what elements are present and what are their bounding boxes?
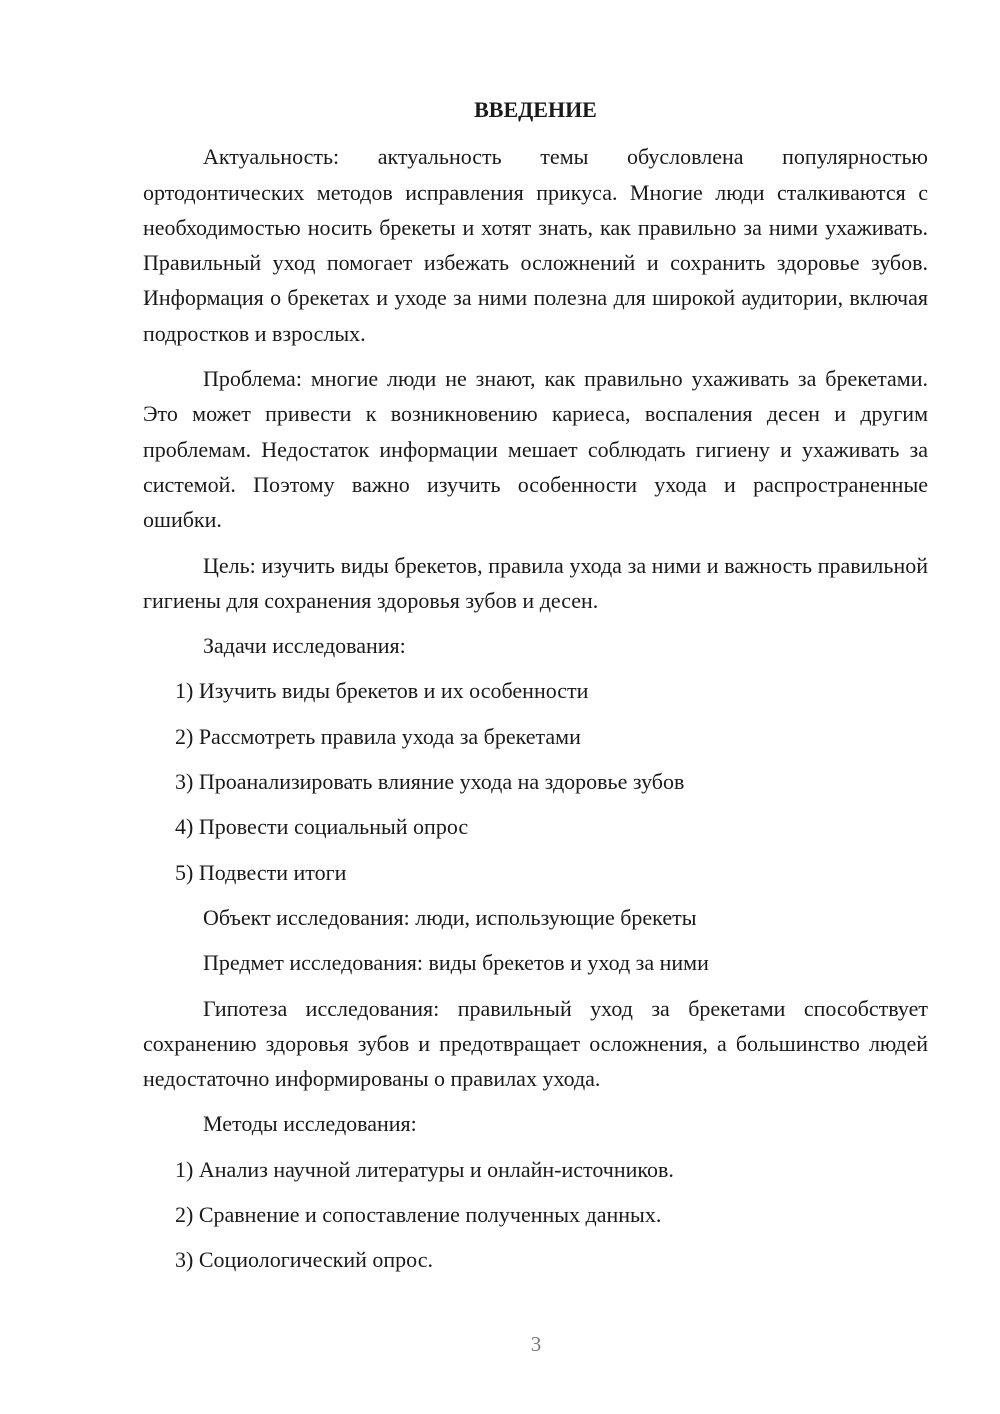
relevance-paragraph: Актуальность: актуальность темы обусловлена популярностью ортодонтических методов исправления прикуса. Многие люди сталкиваются с необходимостью носить брекеты и хотят знать, как правильно за ними ухаживать. Правильный уход помогает избежать осложнений и сохранить здоровье зубов. Информация о брекетах и уходе за ними полезна для широкой аудитории, включая подростков и взрослых. [143,144,928,346]
task-item: 1) Изучить виды брекетов и их особенности [175,678,589,704]
goal-paragraph: Цель: изучить виды брекетов, правила ухода за ними и важность правильной гигиены для сохранения здоровья зубов и десен. [143,552,928,613]
task-item: 3) Проанализировать влияние ухода на здоровье зубов [175,769,685,795]
task-item: 5) Подвести итоги [175,859,347,885]
document-page [143,92,928,1288]
task-item: 2) Рассмотреть правила ухода за брекетами [175,723,581,749]
method-item: 3) Социологический опрос. [175,1247,433,1273]
subject-paragraph: Предмет исследования: виды брекетов и уход за ними [203,950,709,976]
methods-heading: Методы исследования: [203,1111,417,1137]
page-number: 3 [530,1332,542,1356]
page-title: ВВЕДЕНИЕ [474,97,597,122]
method-item: 1) Анализ научной литературы и онлайн-источников. [175,1156,674,1182]
method-item: 2) Сравнение и сопоставление полученных данных. [175,1202,662,1228]
hypothesis-paragraph: Гипотеза исследования: правильный уход за брекетами способствует сохранению здоровья зубов и предотвращает осложнения, а большинство людей недостаточно информированы о правилах ухода. [143,995,928,1092]
task-item: 4) Провести социальный опрос [175,814,469,840]
problem-paragraph: Проблема: многие люди не знают, как правильно ухаживать за брекетами. Это может привести к возникновению кариеса, воспаления десен и другим проблемам. Недостаток информации мешает соблюдать гигиену и ухаживать за системой. Поэтому важно изучить особенности ухода и распространенные ошибки. [143,366,928,533]
tasks-heading: Задачи исследования: [203,633,406,659]
object-paragraph: Объект исследования: люди, использующие брекеты [203,904,697,930]
